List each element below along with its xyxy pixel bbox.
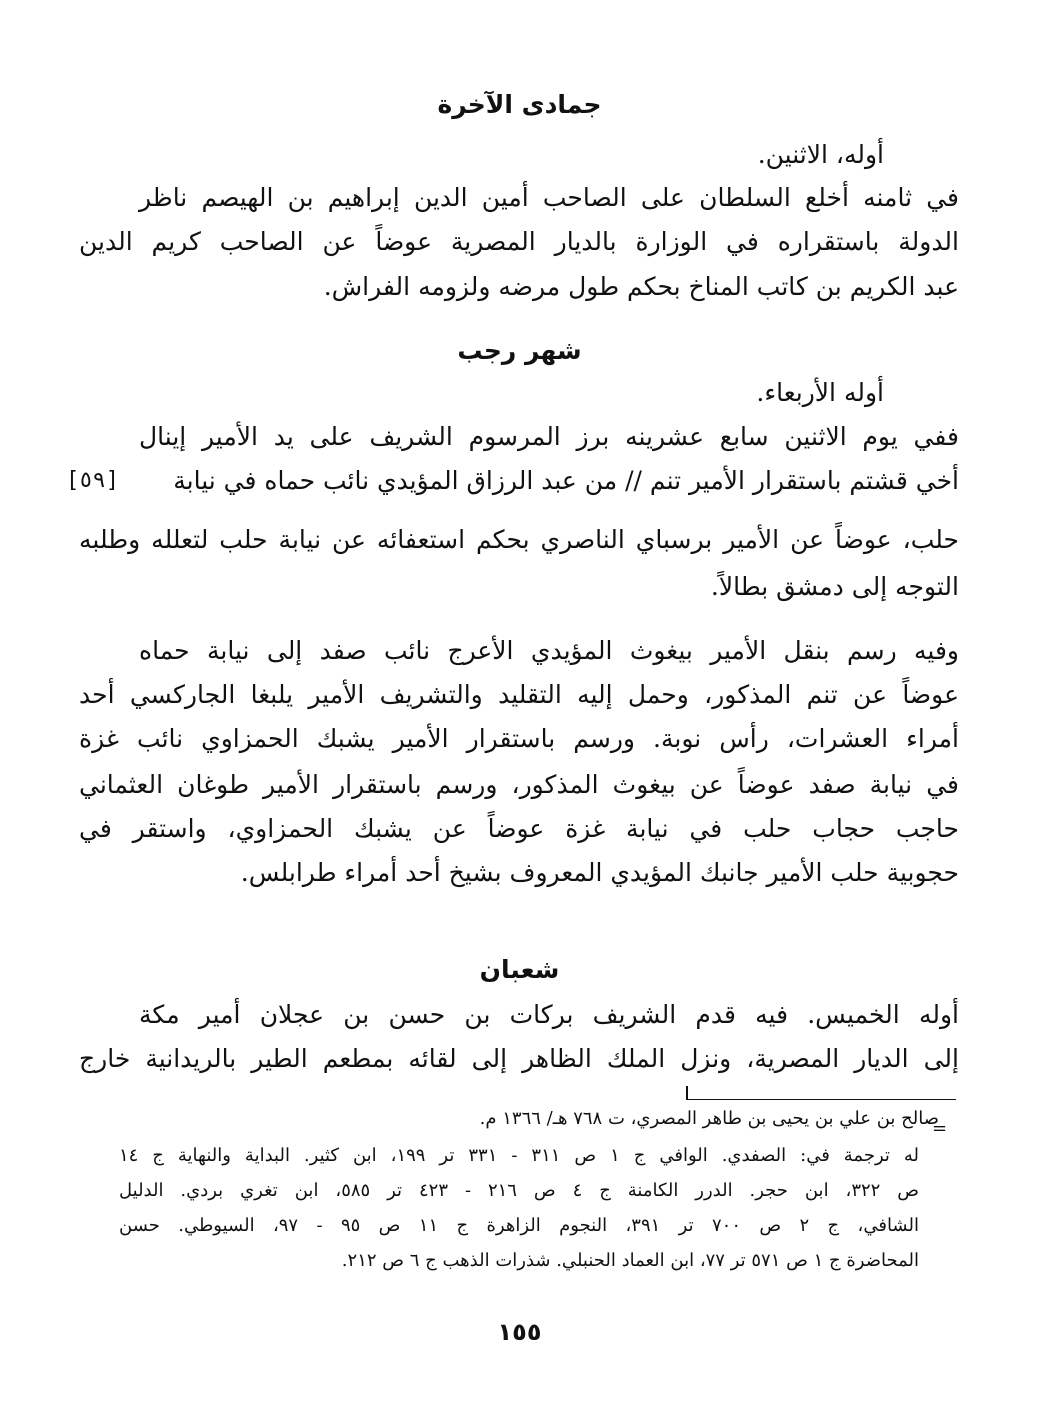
- folio-marker: [٥٩]: [66, 468, 119, 493]
- page-number: ١٥٥: [497, 1318, 542, 1346]
- rajab-p2-line-4: في نيابة صفد عوضاً عن بيغوث المذكور، ورسم باستقرار الأمير طوغان العثماني: [79, 770, 959, 799]
- rajab-line-2: أخي قشتم باستقرار الأمير تنم // من عبد الرزاق المؤيدي نائب حماه في نيابة: [173, 466, 959, 495]
- heading-jumada: جمادى الآخرة: [437, 90, 602, 119]
- footnote-line-2: له ترجمة في: الصفدي. الوافي ج ١ ص ٣١١ - ٣٣١ تر ١٩٩، ابن كثير. البداية والنهاية ج ١٤: [119, 1145, 920, 1166]
- footnote-rule-tick: [686, 1086, 688, 1100]
- rajab-p2-line-5: حاجب حجاب حلب في نيابة غزة عوضاً عن يشبك الحمزاوي، واستقر في: [79, 814, 959, 843]
- rajab-p2-line-6: حجوبية حلب الأمير جانبك المؤيدي المعروف بشيخ أحد أمراء طرابلس.: [240, 858, 959, 887]
- footnote-line-1: صالح بن علي بن يحيى بن طاهر المصري، ت ٧٦٨ هـ/ ١٣٦٦ م.: [479, 1108, 939, 1129]
- jumada-line-3: عبد الكريم بن كاتب المناخ بحكم طول مرضه ولزومه الفراش.: [323, 272, 959, 301]
- footnote-line-3: ص ٣٢٢، ابن حجر. الدرر الكامنة ج ٤ ص ٢١٦ - ٤٢٣ تر ٥٨٥، ابن تغري بردي. الدليل: [119, 1180, 920, 1201]
- jumada-line-2: الدولة باستقراره في الوزارة بالديار المصرية عوضاً عن الصاحب كريم الدين: [79, 227, 959, 256]
- rajab-line-3: حلب، عوضاً عن الأمير برسباي الناصري بحكم استعفائه عن نيابة حلب لتعلله وطلبه: [79, 525, 959, 554]
- jumada-line-1: في ثامنه أخلع السلطان على الصاحب أمين الدين إبراهيم بن الهيصم ناظر: [139, 183, 959, 212]
- rajab-first-day: أوله الأربعاء.: [756, 378, 884, 407]
- footnote-line-4: الشافي، ج ٢ ص ٧٠٠ تر ٣٩١، النجوم الزاهرة ج ١١ ص ٩٥ - ٩٧، السيوطي. حسن: [119, 1215, 919, 1236]
- rajab-p2-line-3: أمراء العشرات، رأس نوبة. ورسم باستقرار الأمير يشبك الحمزاوي نائب غزة: [79, 724, 959, 753]
- footnote-rule: [686, 1099, 956, 1100]
- rajab-p2-line-2: عوضاً عن تنم المذكور، وحمل إليه التقليد والتشريف الأمير يلبغا الجاركسي أحد: [79, 680, 959, 709]
- jumada-first-day: أوله، الاثنين.: [757, 140, 884, 169]
- shaban-line-2: إلى الديار المصرية، ونزل الملك الظاهر إلى لقائه بمطعم الطير بالريدانية خارج: [79, 1044, 959, 1073]
- heading-rajab: شهر رجب: [457, 336, 582, 365]
- shaban-line-1: أوله الخميس. فيه قدم الشريف بركات بن حسن بن عجلان أمير مكة: [139, 1000, 959, 1029]
- footnote-continuation-mark: =: [932, 1118, 948, 1139]
- rajab-p2-line-1: وفيه رسم بنقل الأمير بيغوث المؤيدي الأعرج نائب صفد إلى نيابة حماه: [139, 636, 959, 665]
- footnote-line-5: المحاضرة ج ١ ص ٥٧١ تر ٧٧، ابن العماد الحنبلي. شذرات الذهب ج ٦ ص ٢١٢.: [341, 1250, 919, 1271]
- rajab-line-1: ففي يوم الاثنين سابع عشرينه برز المرسوم الشريف على يد الأمير إينال: [139, 422, 959, 451]
- rajab-line-4: التوجه إلى دمشق بطالاً.: [710, 572, 959, 601]
- heading-shaban: شعبان: [479, 955, 560, 984]
